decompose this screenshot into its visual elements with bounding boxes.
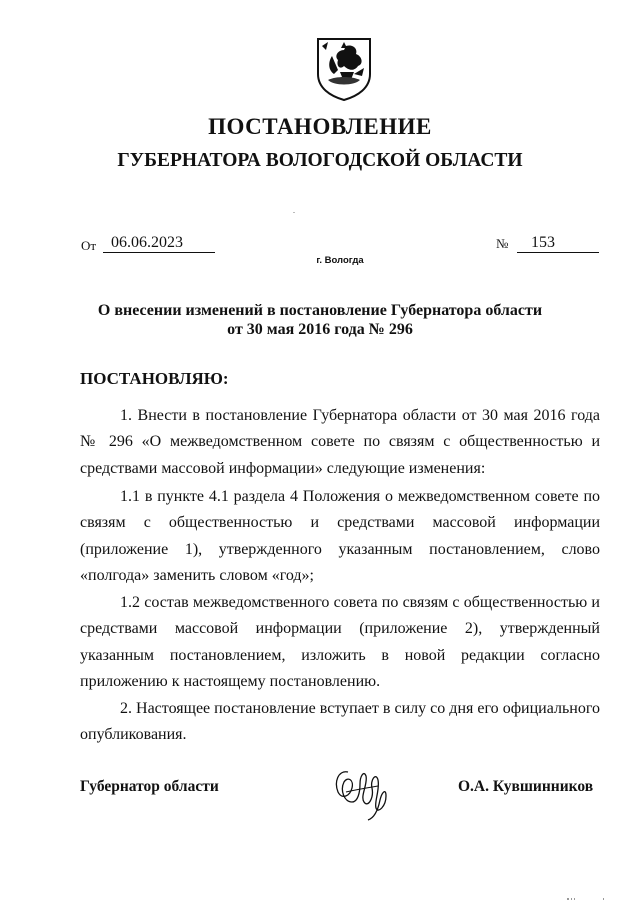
body-paragraph-2 xyxy=(80,484,600,589)
decree-word: ПОСТАНОВЛЯЮ: xyxy=(80,369,229,388)
signatory-position: Губернатор области xyxy=(80,778,219,795)
paragraph-text: 1.2 состав межведомственного совета по связям с общественностью и средствами массовой информации (приложение 2), утвержденный указанным постановлением, изложить в новой редакции согласно приложению к настоящему постановлению. xyxy=(80,594,600,690)
date-label: От xyxy=(81,238,97,253)
handwritten-signature xyxy=(330,762,394,822)
scan-speck xyxy=(293,212,295,213)
scan-footer-mark xyxy=(567,896,607,902)
number-label: № xyxy=(496,236,509,251)
body-paragraph-3 xyxy=(80,590,600,695)
city-label: г. Вологда xyxy=(316,255,364,266)
document-title: ПОСТАНОВЛЕНИЕ xyxy=(208,114,432,139)
paragraph-text: 1.1 в пункте 4.1 раздела 4 Положения о межведомственном совете по связям с общественностью и средствами массовой информации (приложение 1), утвержденного указанным постановлением, слово «полгода» заменить словом «год»; xyxy=(80,488,600,584)
subject-line-1: О внесении изменений в постановление Губернатора области xyxy=(97,302,543,319)
signatory-name: О.А. Кувшинников xyxy=(458,778,594,795)
document-subtitle: ГУБЕРНАТОРА ВОЛОГОДСКОЙ ОБЛАСТИ xyxy=(117,150,523,171)
document-number: 153 xyxy=(517,233,599,253)
coat-of-arms-icon xyxy=(314,36,374,102)
body-paragraph-1 xyxy=(80,403,600,482)
subject-line-2: от 30 мая 2016 года № 296 xyxy=(227,321,413,338)
paragraph-text: 1. Внести в постановление Губернатора области от 30 мая 2016 года № 296 «О межведомственном совете по связям с общественностью и средствами массовой информации» следующие изменения: xyxy=(80,407,600,477)
body-paragraph-4 xyxy=(80,696,600,749)
paragraph-text: 2. Настоящее постановление вступает в силу со дня его официального опубликования. xyxy=(80,700,600,744)
document-date: 06.06.2023 xyxy=(103,233,215,253)
